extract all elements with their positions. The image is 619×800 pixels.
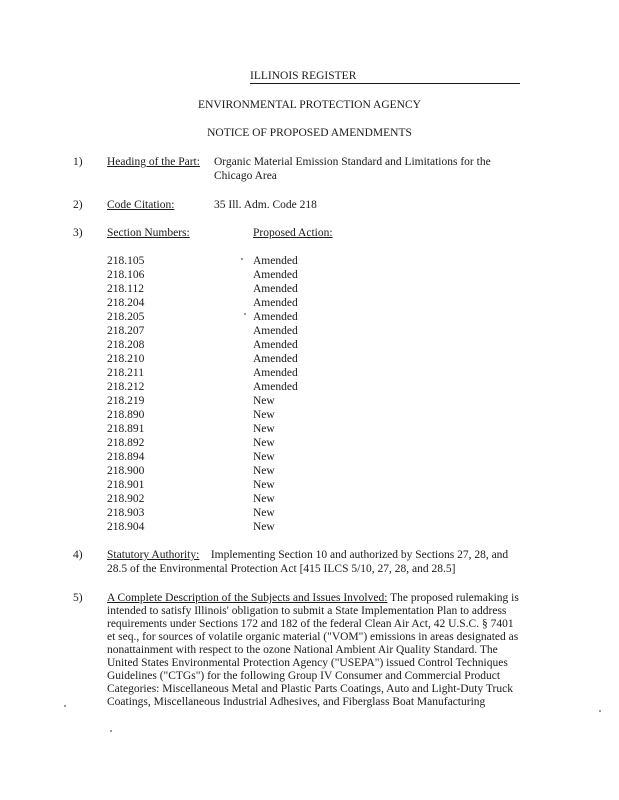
section-action: New	[253, 507, 275, 519]
section-number: 218.903	[107, 507, 145, 519]
agency-heading: ENVIRONMENTAL PROTECTION AGENCY	[198, 99, 421, 111]
item-4-text-line2: 28.5 of the Environmental Protection Act [415 ILCS 5/10, 27, 28, and 28.5]	[107, 563, 456, 575]
section-action: New	[253, 521, 275, 533]
scan-speck	[244, 313, 246, 315]
section-number: 218.890	[107, 409, 145, 421]
item-1-label: Heading of the Part:	[107, 156, 200, 168]
item-2-number: 2)	[73, 199, 83, 211]
section-action: Amended	[253, 297, 298, 309]
section-action: Amended	[253, 353, 298, 365]
section-number: 218.208	[107, 339, 145, 351]
section-action: New	[253, 479, 275, 491]
section-number: 218.207	[107, 325, 145, 337]
section-number: 218.904	[107, 521, 145, 533]
item-1-value-line2: Chicago Area	[214, 170, 277, 182]
section-number: 218.901	[107, 479, 145, 491]
notice-heading: NOTICE OF PROPOSED AMENDMENTS	[207, 127, 412, 139]
section-action: Amended	[253, 283, 298, 295]
item-3-action-label: Proposed Action:	[253, 227, 333, 239]
item-5-first-line-rest: The proposed rulemaking is	[390, 592, 519, 604]
section-number: 218.219	[107, 395, 145, 407]
item-5-line-6: Guidelines ("CTGs") for the following Group IV Consumer and Commercial Product	[107, 670, 501, 682]
item-5-line-0	[107, 592, 527, 605]
section-action: New	[253, 465, 275, 477]
section-action: Amended	[253, 325, 298, 337]
section-action: New	[253, 395, 275, 407]
section-action: Amended	[253, 311, 298, 323]
scan-speck	[241, 258, 243, 260]
item-5-line-3: et seq., for sources of volatile organic material ("VOM") emissions in areas designated as	[107, 631, 519, 643]
scan-speck	[110, 730, 112, 732]
item-1-number: 1)	[73, 156, 83, 168]
scan-speck	[599, 710, 601, 712]
section-number: 218.892	[107, 437, 145, 449]
section-action: New	[253, 451, 275, 463]
item-3-label: Section Numbers:	[107, 227, 190, 239]
item-4-line1	[107, 549, 508, 561]
section-number: 218.894	[107, 451, 145, 463]
item-4-label: Statutory Authority:	[107, 549, 200, 561]
item-5-line-1: intended to satisfy Illinois' obligation to submit a State Implementation Plan to address	[107, 605, 507, 617]
register-title	[250, 70, 520, 84]
section-action: Amended	[253, 269, 298, 281]
item-5-line-4: nonattainment with respect to the ozone National Ambient Air Quality Standard. The	[107, 644, 498, 656]
item-4-number: 4)	[73, 549, 83, 561]
section-number: 218.205	[107, 311, 145, 323]
section-number: 218.891	[107, 423, 145, 435]
section-number: 218.210	[107, 353, 145, 365]
section-action: New	[253, 423, 275, 435]
section-action: Amended	[253, 339, 298, 351]
item-5-label: A Complete Description of the Subjects and Issues Involved:	[107, 592, 388, 604]
item-4-text-line1: Implementing Section 10 and authorized by Sections 27, 28, and	[210, 549, 509, 561]
section-number: 218.900	[107, 465, 145, 477]
section-number: 218.204	[107, 297, 145, 309]
section-action: Amended	[253, 255, 298, 267]
section-action: New	[253, 409, 275, 421]
section-action: New	[253, 437, 275, 449]
item-5-line-5: United States Environmental Protection Agency ("USEPA") issued Control Techniques	[107, 657, 508, 669]
register-title-text: ILLINOIS REGISTER	[250, 70, 357, 82]
section-number: 218.212	[107, 381, 145, 393]
item-2-value: 35 Ill. Adm. Code 218	[214, 199, 317, 211]
section-action: Amended	[253, 381, 298, 393]
section-number: 218.211	[107, 367, 144, 379]
item-5-line-7: Categories: Miscellaneous Metal and Plastic Parts Coatings, Auto and Light-Duty Truck	[107, 683, 513, 695]
section-number: 218.106	[107, 269, 145, 281]
item-5-number: 5)	[73, 592, 83, 604]
section-action: Amended	[253, 367, 298, 379]
section-number: 218.105	[107, 255, 145, 267]
item-2-label: Code Citation:	[107, 199, 175, 211]
item-1-value-line1: Organic Material Emission Standard and Limitations for the	[214, 156, 491, 168]
section-number: 218.902	[107, 493, 145, 505]
scan-speck	[64, 705, 66, 707]
item-5-paragraph	[107, 592, 527, 709]
item-3-number: 3)	[73, 227, 83, 239]
section-number: 218.112	[107, 283, 144, 295]
item-5-line-2: requirements under Sections 172 and 182 of the federal Clean Air Act, 42 U.S.C. § 7401	[107, 618, 514, 630]
item-5-line-8: Coatings, Miscellaneous Industrial Adhesives, and Fiberglass Boat Manufacturing	[107, 696, 486, 708]
section-action: New	[253, 493, 275, 505]
